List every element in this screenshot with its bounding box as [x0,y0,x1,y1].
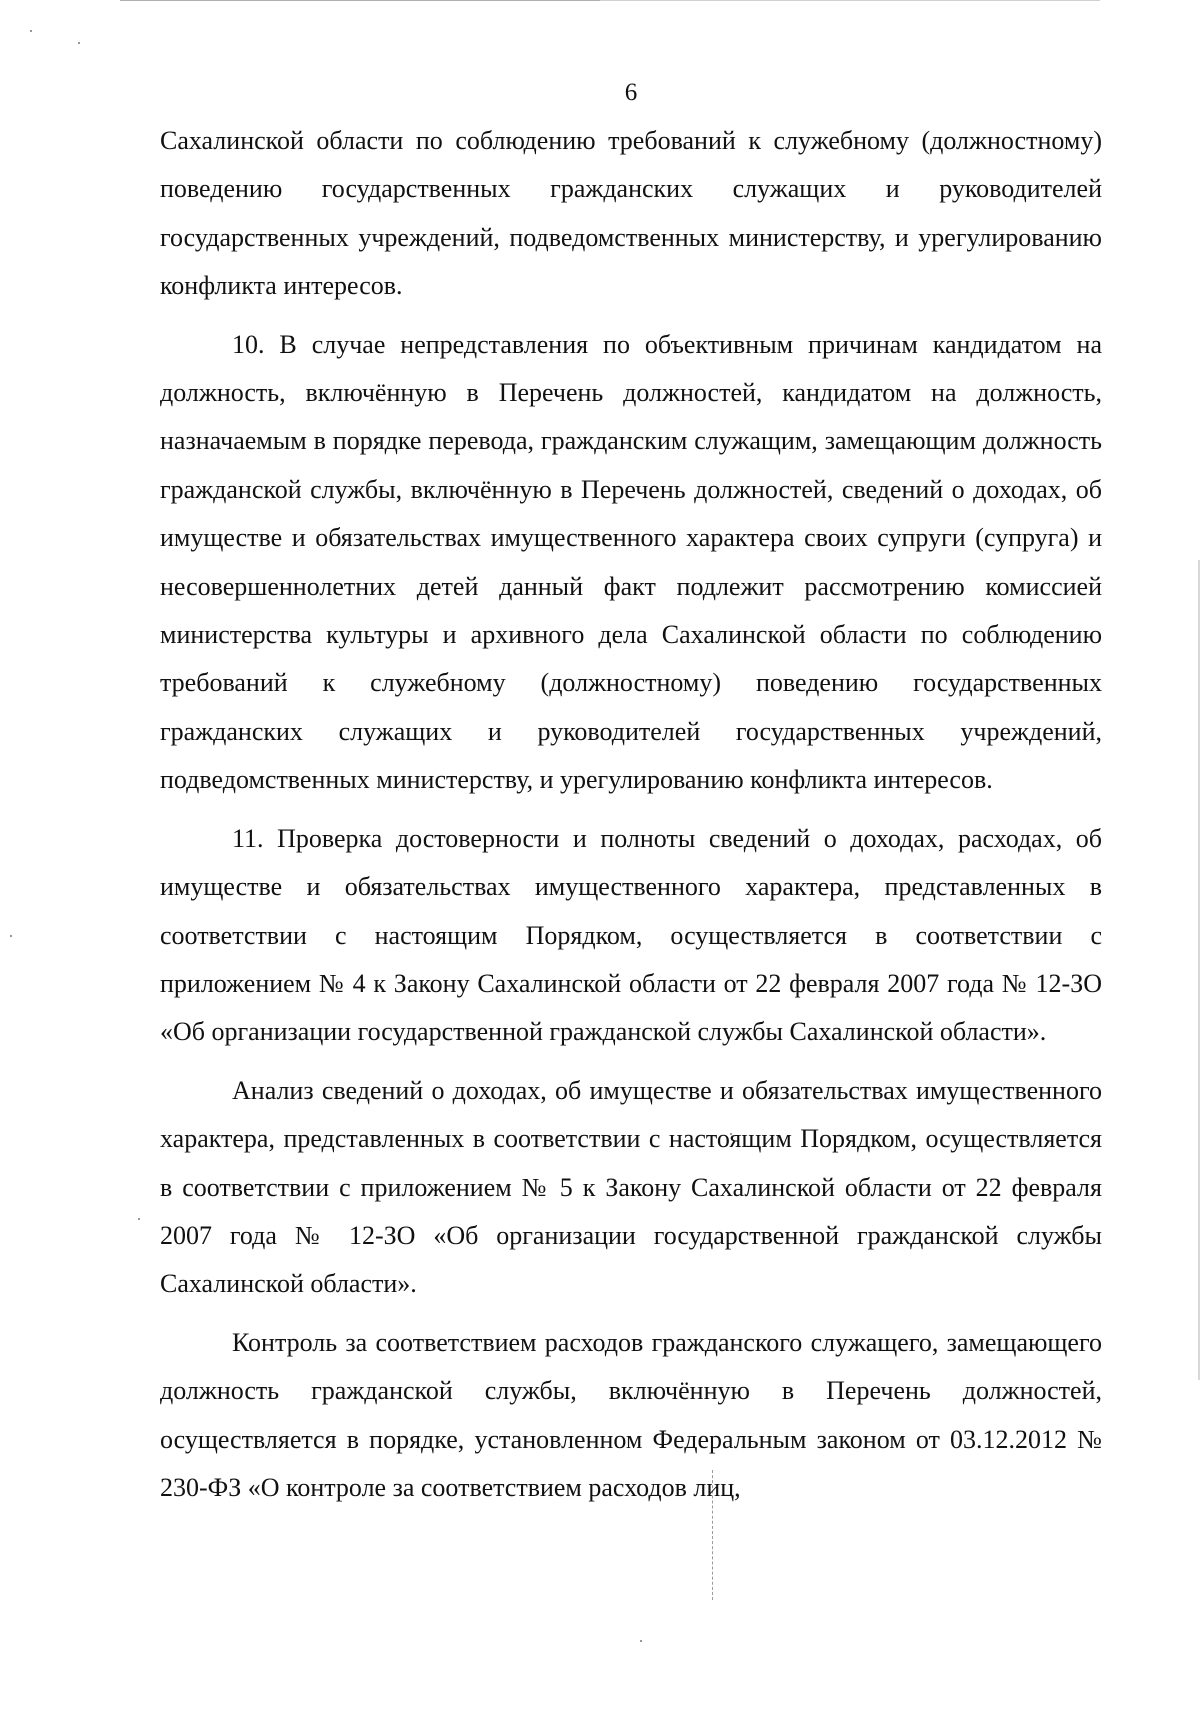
paragraph-expense-control: Контроль за соответствием расходов гражданского служащего, замещающего должность гражданской службы, включённую в Перечень должностей, осуществляется в порядке, установленном Федеральным законом от 03.12.2012 № 230-ФЗ «О контроле за соответствием расходов лиц, [160,1327,1102,1502]
scan-artifact-top-line-faint [600,0,1100,1]
paragraph-item-11: 11. Проверка достоверности и полноты сведений о доходах, расходах, об имуществе и обязательствах имущественного характера, представленных в соответствии с настоящим Порядком, осуществляется в соответствии с приложением № 4 к Закону Сахалинской области от 22 февраля 2007 года № 12-ЗО «Об организации государственной гражданской службы Сахалинской области». [160,823,1102,1047]
paragraph-item-10: 10. В случае непредставления по объективным причинам кандидатом на должность, включённую в Перечень должностей, кандидатом на должность, назначаемым в порядке перевода, гражданским служащим, замещающим должность гражданской службы, включённую в Перечень должностей, сведений о доходах, об имуществе и обязательствах имущественного характера своих супруги (супруга) и несовершеннолетних детей данный факт подлежит рассмотрению комиссией министерства культуры и архивного дела Сахалинской области по соблюдению требований к служебному (должностному) поведению государственных гражданских служащих и руководителей государственных учреждений, подведомственных министерству, и урегулированию конфликта интересов. [160,329,1102,795]
document-body [160,117,1102,1512]
scan-speck [78,42,80,44]
scan-speck [640,1640,642,1642]
scan-speck [138,1218,140,1220]
page-number: 6 [624,79,638,106]
scan-speck [30,30,32,32]
scan-speck [10,935,12,937]
paragraph-continuation: Сахалинской области по соблюдению требований к служебному (должностному) поведению государственных гражданских служащих и руководителей государственных учреждений, подведомственных министерству, и урегулированию конфликта интересов. [160,126,1102,301]
paragraph-analysis: Анализ сведений о доходах, об имуществе и обязательствах имущественного характера, представленных в соответствии с настоящим Порядком, осуществляется в соответствии с приложением № 5 к Закону Сахалинской области от 22 февраля 2007 года № 12-ЗО «Об организации государственной гражданской службы Сахалинской области». [160,1075,1102,1299]
scan-artifact-top-line [120,0,600,1]
